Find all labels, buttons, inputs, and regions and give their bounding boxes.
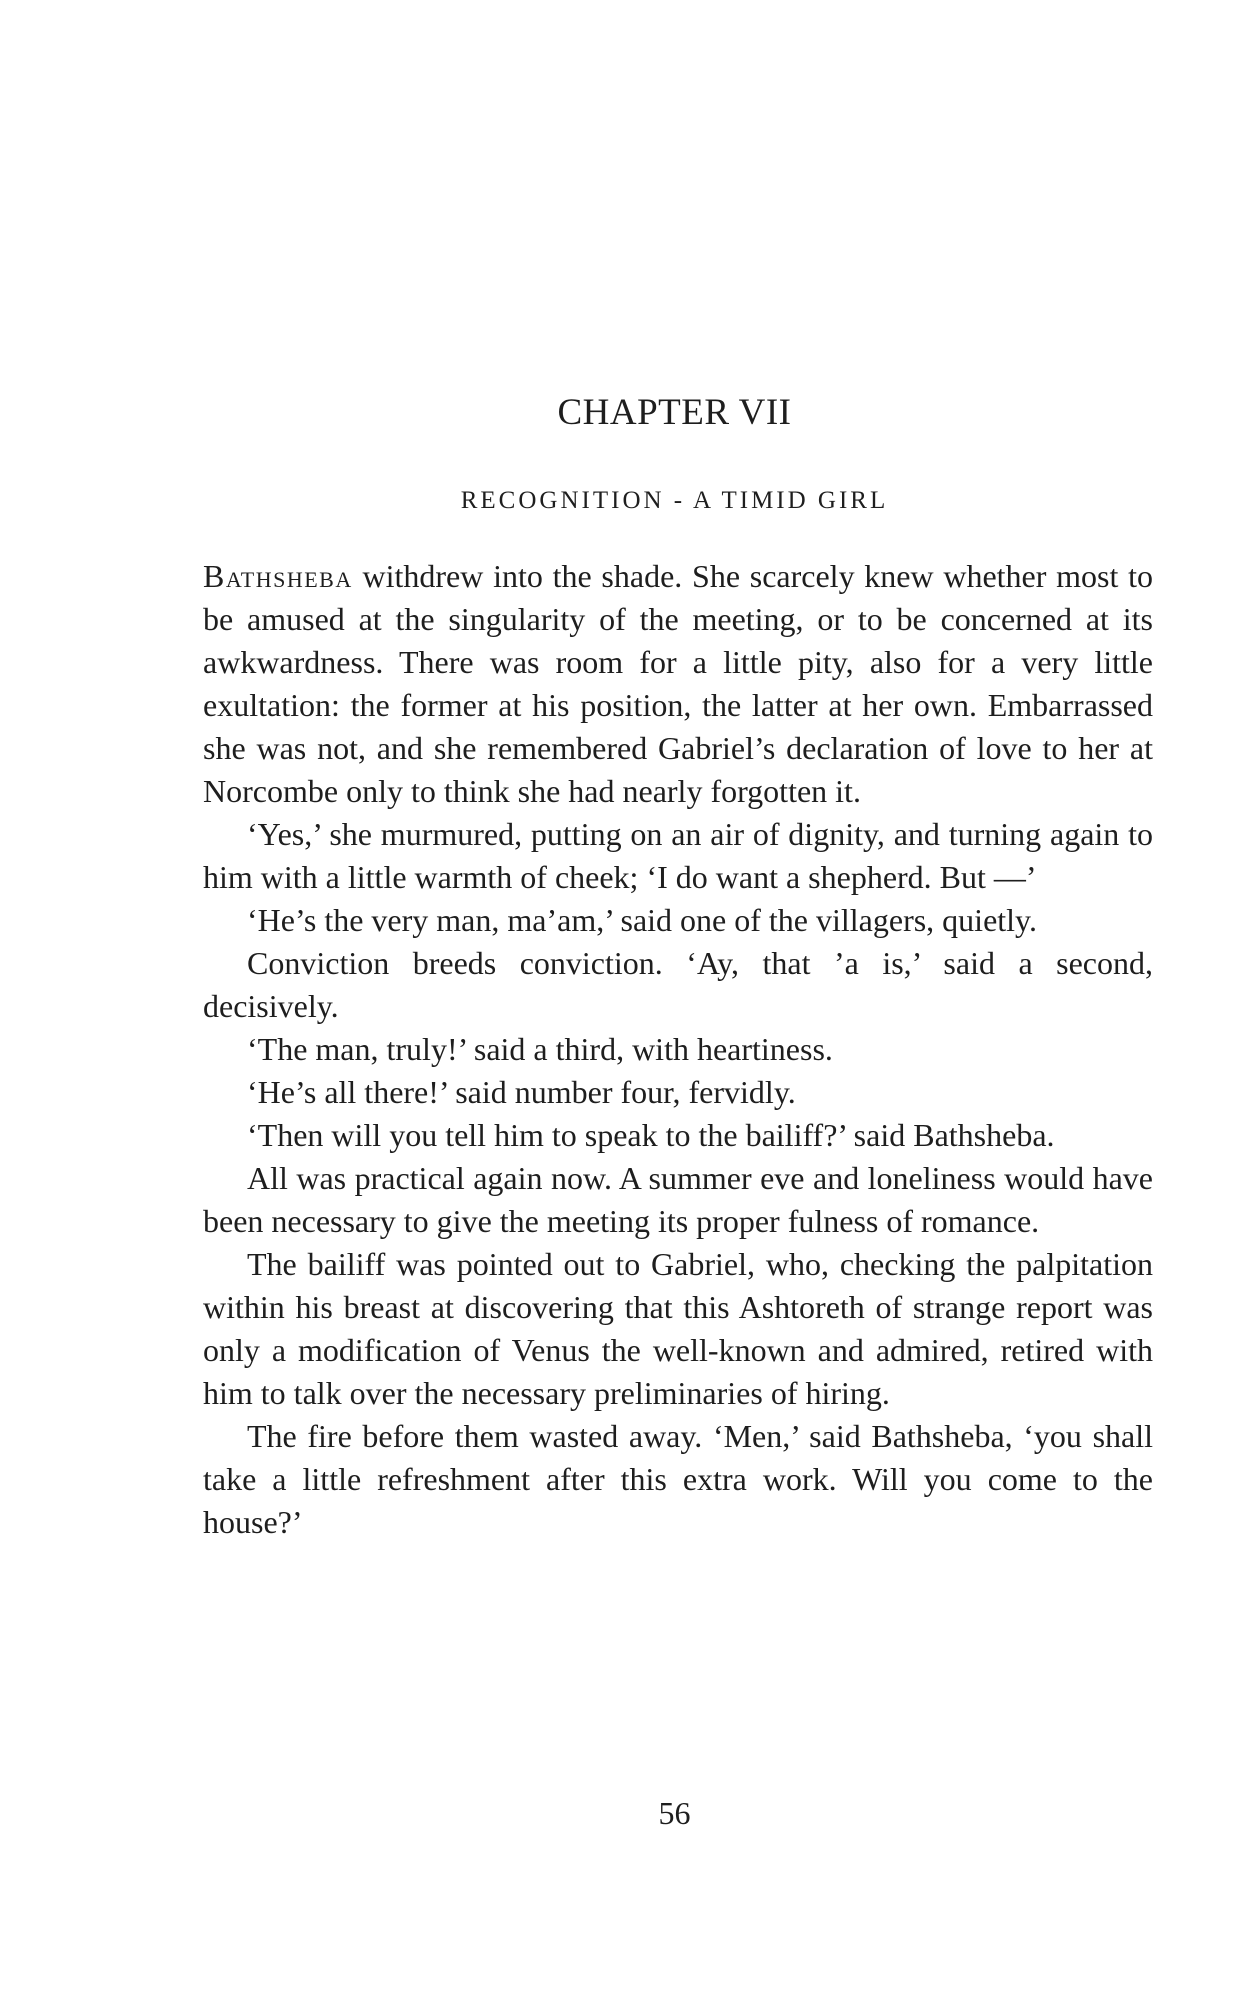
paragraph xyxy=(203,555,1153,813)
paragraph: ‘The man, truly!’ said a third, with heartiness. xyxy=(247,1031,833,1067)
paragraph: ‘He’s all there!’ said number four, fervidly. xyxy=(247,1074,796,1110)
paragraph: ‘Then will you tell him to speak to the bailiff?’ said Bathsheba. xyxy=(247,1117,1055,1153)
drop-lead-word: Bathsheba xyxy=(203,558,353,594)
page-number: 56 xyxy=(658,1795,691,1831)
paragraph: Conviction breeds conviction. ‘Ay, that ’a is,’ said a second, decisively. xyxy=(203,945,1153,1024)
paragraph: The fire before them wasted away. ‘Men,’ said Bathsheba, ‘you shall take a little refreshment after this extra work. Will you come to the house?’ xyxy=(203,1418,1153,1540)
body-text xyxy=(203,555,1153,1544)
chapter-subtitle: RECOGNITION - A TIMID GIRL xyxy=(460,487,889,514)
paragraph: All was practical again now. A summer eve and loneliness would have been necessary to give the meeting its proper fulness of romance. xyxy=(203,1160,1153,1239)
paragraph: The bailiff was pointed out to Gabriel, who, checking the palpitation within his breast at discovering that this Ashtoreth of strange report was only a modification of Venus the well-known and admired, retired with him to talk over the necessary preliminaries of hiring. xyxy=(203,1246,1153,1411)
paragraph: ‘Yes,’ she murmured, putting on an air of dignity, and turning again to him with a little warmth of cheek; ‘I do want a shepherd. But —’ xyxy=(203,816,1153,895)
paragraph-text: withdrew into the shade. She scarcely knew whether most to be amused at the singularity of the meeting, or to be concerned at its awkwardness. There was room for a little pity, also for a very little exultation: the former at his position, the latter at her own. Embarrassed she was not, and she remembered Gabriel’s declaration of love to her at Norcombe only to think she had nearly forgotten it. xyxy=(203,558,1153,809)
chapter-title: CHAPTER VII xyxy=(557,392,792,433)
paragraph: ‘He’s the very man, ma’am,’ said one of the villagers, quietly. xyxy=(247,902,1037,938)
